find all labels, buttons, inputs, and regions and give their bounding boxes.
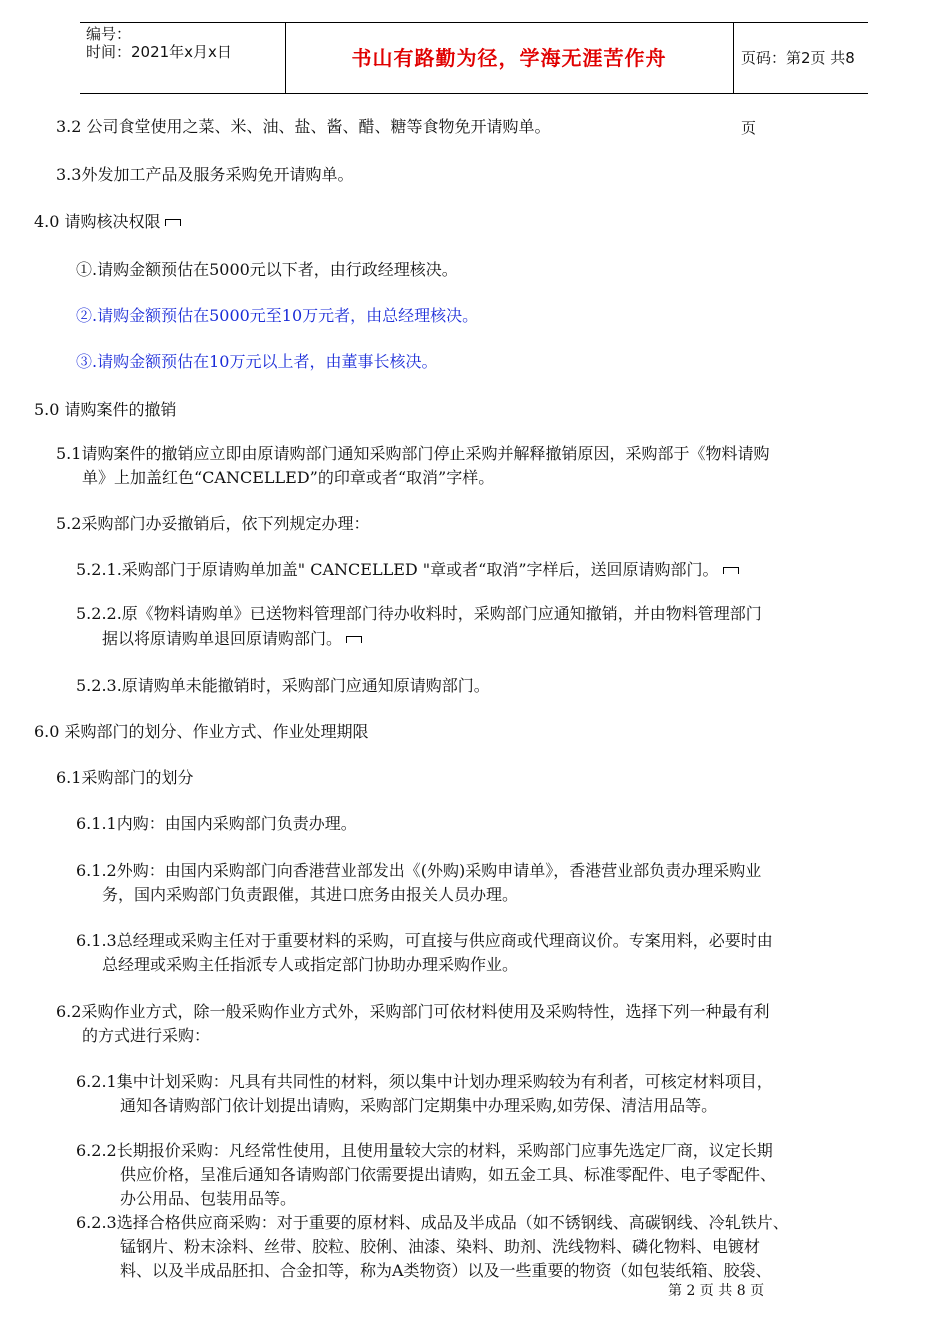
section-heading-text: 4.0 请购核决权限 — [34, 212, 161, 231]
paragraph-line — [102, 625, 362, 653]
paragraph — [76, 556, 739, 584]
paragraph-line: 6.1.3总经理或采购主任对于重要材料的采购，可直接与供应商或代理商议价。专案用料，必要时由 — [76, 931, 773, 950]
paragraph: 6.1.1内购：由国内采购部门负责办理。 — [76, 814, 357, 833]
paragraph-line: 总经理或采购主任指派专人或指定部门协助办理采购作业。 — [102, 955, 519, 974]
paragraph: ②.请购金额预估在5000元至10万元者，由总经理核决。 — [76, 306, 479, 325]
paragraph-line: 务，国内采购部门负责跟催，其进口庶务由报关人员办理。 — [102, 885, 519, 904]
paragraph-line: 通知各请购部门依计划提出请购，采购部门定期集中办理采购,如劳保、清洁用品等。 — [120, 1096, 718, 1115]
section-heading — [34, 208, 181, 236]
header-motto-cell — [285, 23, 734, 93]
header-motto: 书山有路勤为径，学海无涯苦作舟 — [351, 46, 667, 70]
paragraph: 5.2.3.原请购单未能撤销时，采购部门应通知原请购部门。 — [76, 676, 490, 695]
revision-mark-icon — [165, 219, 181, 226]
paragraph-line: 单》上加盖红色“CANCELLED”的印章或者“取消”字样。 — [82, 468, 495, 487]
paragraph: 5.2采购部门办妥撤销后，依下列规定办理： — [56, 514, 370, 533]
paragraph-text: 5.2.1.采购部门于原请购单加盖" CANCELLED "章或者“取消”字样后，送回原请购部门。 — [76, 560, 719, 579]
paragraph-line: 5.2.2.原《物料请购单》已送物料管理部门待办收料时，采购部门应通知撤销，并由物料管理部门 — [76, 604, 762, 623]
doc-number-label: 编号： — [86, 25, 132, 43]
paragraph-line: 6.2.3选择合格供应商采购：对于重要的原材料、成品及半成品（如不锈钢线、高碳钢线、冷轧铁片、 — [76, 1213, 789, 1232]
paragraph-line: 料、以及半成品胚扣、合金扣等，称为A类物资）以及一些重要的物资（如包装纸箱、胶袋、 — [120, 1261, 772, 1280]
paragraph-text: 据以将原请购单退回原请购部门。 — [102, 629, 343, 648]
header-page-cell — [733, 23, 868, 137]
paragraph-line: 供应价格，呈准后通知各请购部门依需要提出请购，如五金工具、标准零配件、电子零配件、 — [120, 1165, 777, 1184]
revision-mark-icon — [346, 636, 362, 643]
page-footer: 第 2 页 共 8 页 — [668, 1283, 765, 1299]
paragraph-line: 的方式进行采购： — [82, 1026, 211, 1045]
paragraph-line: 6.1.2外购：由国内采购部门向香港营业部发出《(外购)采购申请单》，香港营业部负责办理采购业 — [76, 861, 762, 880]
paragraph-line: 6.2.2长期报价采购：凡经常性使用，且使用量较大宗的材料，采购部门应事先选定厂商，议定长期 — [76, 1141, 773, 1160]
paragraph-line: 办公用品、包装用品等。 — [120, 1189, 297, 1208]
paragraph-line: 锰钢片、粉末涂料、丝带、胶粒、胶俐、油漆、染料、助剂、洗线物料、磷化物料、电镀材 — [120, 1237, 761, 1256]
paragraph: 3.3外发加工产品及服务采购免开请购单。 — [56, 165, 354, 184]
doc-time-label: 时间：2021年x月x日 — [86, 43, 232, 61]
paragraph: 3.2 公司食堂使用之菜、米、油、盐、酱、醋、糖等食物免开请购单。 — [56, 117, 551, 136]
paragraph: ③.请购金额预估在10万元以上者，由董事长核决。 — [76, 352, 438, 371]
paragraph: 6.1采购部门的划分 — [56, 768, 194, 787]
section-heading: 5.0 请购案件的撤销 — [34, 400, 177, 419]
paragraph-line: 6.2采购作业方式，除一般采购作业方式外，采购部门可依材料使用及采购特性，选择下列一种最有利 — [56, 1002, 770, 1021]
paragraph: ①.请购金额预估在5000元以下者，由行政经理核决。 — [76, 260, 458, 279]
header-meta — [80, 23, 286, 93]
paragraph-line: 6.2.1集中计划采购：凡具有共同性的材料，须以集中计划办理采购较为有利者，可核定材料项目， — [76, 1072, 773, 1091]
paragraph-line: 5.1请购案件的撤销应立即由原请购部门通知采购部门停止采购并解释撤销原因，采购部于《物料请购 — [56, 444, 770, 463]
section-heading: 6.0 采购部门的划分、作业方式、作业处理期限 — [34, 722, 369, 741]
header-page-info: 页码：第2页 共8页 — [741, 49, 855, 137]
revision-mark-icon — [723, 567, 739, 574]
